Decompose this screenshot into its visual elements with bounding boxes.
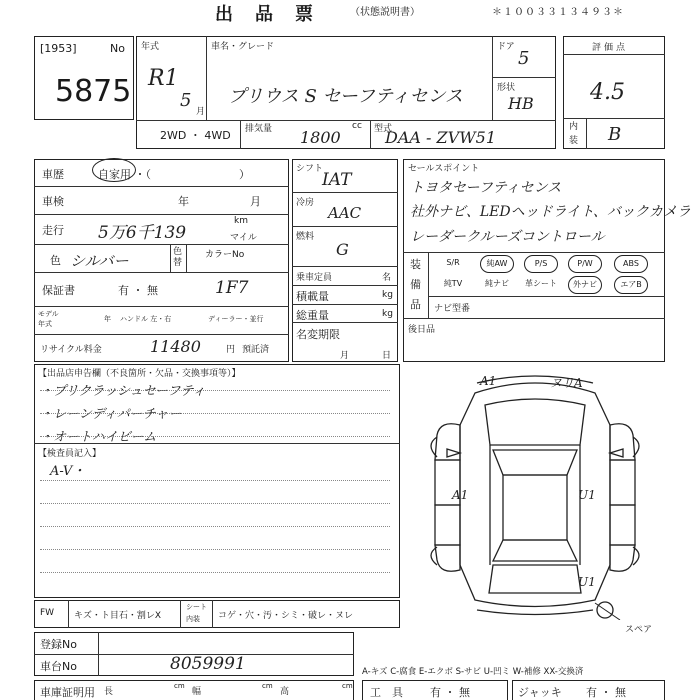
seat-label-top: シート xyxy=(186,603,207,611)
total-weight-unit: kg xyxy=(382,309,393,319)
interior-label-top: 内 xyxy=(569,122,579,132)
score-label: 評価点 xyxy=(592,43,629,53)
color-label: 色 xyxy=(50,254,61,267)
shape-value: HB xyxy=(508,94,534,113)
handle-options: ハンドル 左・右 xyxy=(120,315,172,323)
equipment-label-1: 装 xyxy=(410,258,421,271)
capacity-label: 乗車定員 xyxy=(296,273,333,283)
month-unit: 月 xyxy=(196,107,206,117)
interior-value: B xyxy=(608,124,622,145)
equip-outer-navi: 外ナビ xyxy=(568,276,602,294)
model-year-unit: 年 xyxy=(104,315,111,323)
jack-options: 有 ・ 無 xyxy=(586,686,626,699)
equip-leather-seat: 革シート xyxy=(525,279,557,288)
certificate-width-unit: cm xyxy=(262,682,273,690)
warranty-options: 有 ・ 無 xyxy=(118,284,158,297)
year-value: R1 xyxy=(148,66,179,91)
certificate-width: 幅 xyxy=(192,687,202,697)
model-label: 車名・グレード xyxy=(211,42,275,52)
tools-label: 工 具 xyxy=(370,686,403,699)
displacement-value: 1800 xyxy=(300,128,341,147)
model-year-label-top: モデル xyxy=(38,310,59,318)
rear-window xyxy=(493,540,577,561)
warranty-label: 保証書 xyxy=(42,284,75,297)
lot-bracket: [1953] xyxy=(40,42,77,55)
certificate-height: 高 xyxy=(280,687,290,697)
diagram-left-note: A1 xyxy=(452,488,469,502)
inspector-note: A-V・ xyxy=(50,464,86,479)
right-front-door xyxy=(610,460,635,505)
history-options: 自家用 ・（ ） xyxy=(98,168,250,181)
certificate-length: 長 xyxy=(104,687,114,697)
fuel-value: G xyxy=(336,240,349,259)
name-change-month: 月 xyxy=(340,351,350,361)
drive-label: 2WD ・ 4WD xyxy=(160,129,231,142)
after-equipment-label: 後日品 xyxy=(408,325,436,335)
equipment-label-3: 品 xyxy=(410,298,421,311)
score-value: 4.5 xyxy=(590,80,625,105)
right-rear-fender xyxy=(610,545,635,571)
displacement-unit: cc xyxy=(352,121,362,131)
dealer-note-3: ・オートハイビーム xyxy=(40,430,157,445)
capacity-unit: 名 xyxy=(382,273,392,283)
ac-value: AAC xyxy=(328,204,362,222)
shift-label: シフト xyxy=(296,164,324,174)
tools-options: 有 ・ 無 xyxy=(430,686,470,699)
left-rear-fender xyxy=(435,545,460,571)
name-change-day: 日 xyxy=(382,351,392,361)
certificate-label: 車庫証明用 xyxy=(40,686,95,699)
right-mirror xyxy=(610,449,623,457)
doors-value: 5 xyxy=(518,48,530,69)
total-weight-label: 総重量 xyxy=(296,309,329,322)
month-value: 5 xyxy=(180,90,192,111)
load-unit: kg xyxy=(382,290,393,300)
mileage-unit-mile: マイル xyxy=(230,233,257,243)
left-rear-door xyxy=(435,505,460,545)
equip-pw: P/W xyxy=(568,255,602,273)
model-value: プリウス S セーフティセンス xyxy=(228,86,463,107)
right-rear-door xyxy=(610,505,635,545)
inspection-year-unit: 年 xyxy=(178,195,189,208)
diagram-top-note-left: A1 xyxy=(480,374,497,388)
dealer-options: ディーラー・並行 xyxy=(208,315,264,323)
registration-label: 登録No xyxy=(40,638,77,651)
interior-label-bottom: 装 xyxy=(569,136,579,146)
equipment-label-2: 備 xyxy=(410,278,421,291)
chassis-value: 8059991 xyxy=(170,654,246,674)
sales-points-label: セールスポイント xyxy=(408,164,480,174)
diagram-right-note: U1 xyxy=(578,488,596,502)
chassis-label: 車台No xyxy=(40,660,77,673)
doors-label: ドア xyxy=(497,42,515,52)
left-mirror xyxy=(447,449,460,457)
color-code-label: カラーNo xyxy=(205,250,245,260)
dealer-notes-label: 【出品店申告欄（不良箇所・欠品・交換事項等）】 xyxy=(38,369,241,379)
equip-pure-tv: 純TV xyxy=(443,279,463,288)
fuel-label: 燃料 xyxy=(296,232,315,242)
equip-sr: S/R xyxy=(446,258,460,267)
diagram-bottom-right-note: U1 xyxy=(578,575,596,589)
fw-items: キズ・ト目石・割レX xyxy=(74,611,161,621)
model-year-label-bottom: 年式 xyxy=(38,320,52,328)
recycle-unit: 円 xyxy=(226,345,236,355)
mileage-unit-km: km xyxy=(234,216,248,226)
sales-point-2: 社外ナビ、LEDヘッドライト、バックカメラ xyxy=(410,204,691,220)
color-code-value: 1F7 xyxy=(215,278,249,298)
certificate-height-unit: cm xyxy=(342,682,353,690)
jack-label: ジャッキ xyxy=(518,686,562,699)
mileage-label: 走行 xyxy=(42,224,64,237)
color-change-label: 色替 xyxy=(173,247,183,268)
sales-point-1: トヨタセーフティセンス xyxy=(410,180,562,196)
displacement-label: 排気量 xyxy=(245,124,273,134)
damage-legend: A-キズ C-腐食 E-エクボ S-サビ U-凹ミ W-補修 XX-交換済 xyxy=(362,667,584,677)
load-label: 積載量 xyxy=(296,290,329,303)
recycle-status: 預託済 xyxy=(242,345,270,355)
shape-label: 形状 xyxy=(497,83,516,93)
dealer-note-1: ・プリクラッシュセーフティ xyxy=(40,384,206,399)
color-value: シルバー xyxy=(70,252,129,270)
roof xyxy=(503,475,567,540)
lot-number: 5875 xyxy=(55,74,132,109)
notes-box xyxy=(34,364,400,598)
equip-ps: P/S xyxy=(524,255,558,273)
inspection-month-unit: 月 xyxy=(250,195,261,208)
inspector-label: 【検査員記入】 xyxy=(38,449,102,459)
model-code-label: 型式 xyxy=(374,124,393,134)
lot-no-label: No xyxy=(110,42,125,55)
rear-bumper xyxy=(477,610,593,615)
ac-label: 冷房 xyxy=(296,198,315,208)
fw-label: FW xyxy=(40,608,55,618)
navi-model-label: ナビ型番 xyxy=(434,304,471,314)
equip-airbag: エアB xyxy=(614,276,648,294)
model-code-value: DAA - ZVW51 xyxy=(385,128,496,147)
car-diagram xyxy=(405,365,665,620)
windshield xyxy=(493,450,577,475)
sales-point-3: レーダークルーズコントロール xyxy=(410,229,605,245)
history-label: 車歴 xyxy=(42,168,64,181)
history-circle xyxy=(92,158,136,182)
mileage-value: 5万6千139 xyxy=(98,223,187,243)
shift-value: IAT xyxy=(322,170,352,190)
recycle-value: 11480 xyxy=(150,337,201,356)
serial-number: ＊１００３３１３４９３＊ xyxy=(492,7,624,18)
sheet-subtitle: （状態説明書） xyxy=(350,7,420,18)
name-change-label: 名変期限 xyxy=(296,328,340,341)
recycle-label: リサイクル料金 xyxy=(40,345,102,355)
dealer-note-2: ・レーンディパーチャー xyxy=(40,407,182,422)
equip-abs: ABS xyxy=(614,255,648,273)
spare-label: スペア xyxy=(625,625,653,635)
inspection-label: 車検 xyxy=(42,195,64,208)
equip-pure-navi: 純ナビ xyxy=(485,279,509,288)
equip-pure-aw: 純AW xyxy=(480,255,514,273)
certificate-length-unit: cm xyxy=(174,682,185,690)
year-label: 年式 xyxy=(141,42,160,52)
seat-items: コゲ・穴・汚・シミ・破レ・ヌレ xyxy=(218,611,354,621)
seat-label-bottom: 内装 xyxy=(186,615,200,623)
trunk xyxy=(489,565,581,593)
diagram-top-note-right: ヌリA xyxy=(550,376,583,390)
sheet-title: 出 品 票 xyxy=(215,4,315,25)
hood xyxy=(485,399,585,445)
